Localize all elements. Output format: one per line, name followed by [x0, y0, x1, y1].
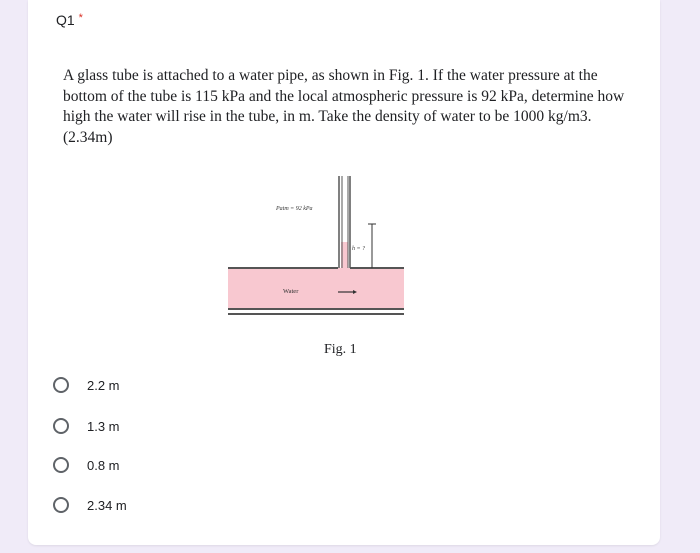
option-label: 0.8 m [87, 457, 120, 473]
figure-caption: Fig. 1 [324, 342, 357, 357]
radio-button[interactable] [53, 457, 69, 473]
question-title [56, 12, 83, 28]
pipe-figure [226, 172, 416, 362]
required-asterisk: * [78, 12, 83, 24]
option-0-8-m[interactable] [53, 452, 253, 478]
h-label: h = ? [352, 246, 366, 252]
option-2-2-m[interactable] [53, 372, 253, 398]
radio-button[interactable] [53, 497, 69, 513]
patm-label: Patm = 92 kPa [276, 206, 313, 212]
pipe-water [228, 268, 404, 309]
option-2-34-m[interactable] [53, 492, 253, 518]
water-label: Water [283, 288, 299, 295]
question-text: A glass tube is attached to a water pipe, as shown in Fig. 1. If the water pressure at the bottom of the tube is 115 kPa and the local atmospheric pressure is 92 kPa, determine how high the water will rise in the tube, in m. Take the density of water to be 1000 kg/m3. (2.34m) [63, 67, 625, 146]
option-label: 2.2 m [87, 377, 120, 393]
radio-button[interactable] [53, 377, 69, 393]
option-label: 2.34 m [87, 497, 127, 513]
question-card [28, 0, 660, 545]
question-number: Q1 [56, 12, 75, 28]
option-label: 1.3 m [87, 418, 120, 434]
option-1-3-m[interactable] [53, 413, 253, 439]
radio-button[interactable] [53, 418, 69, 434]
